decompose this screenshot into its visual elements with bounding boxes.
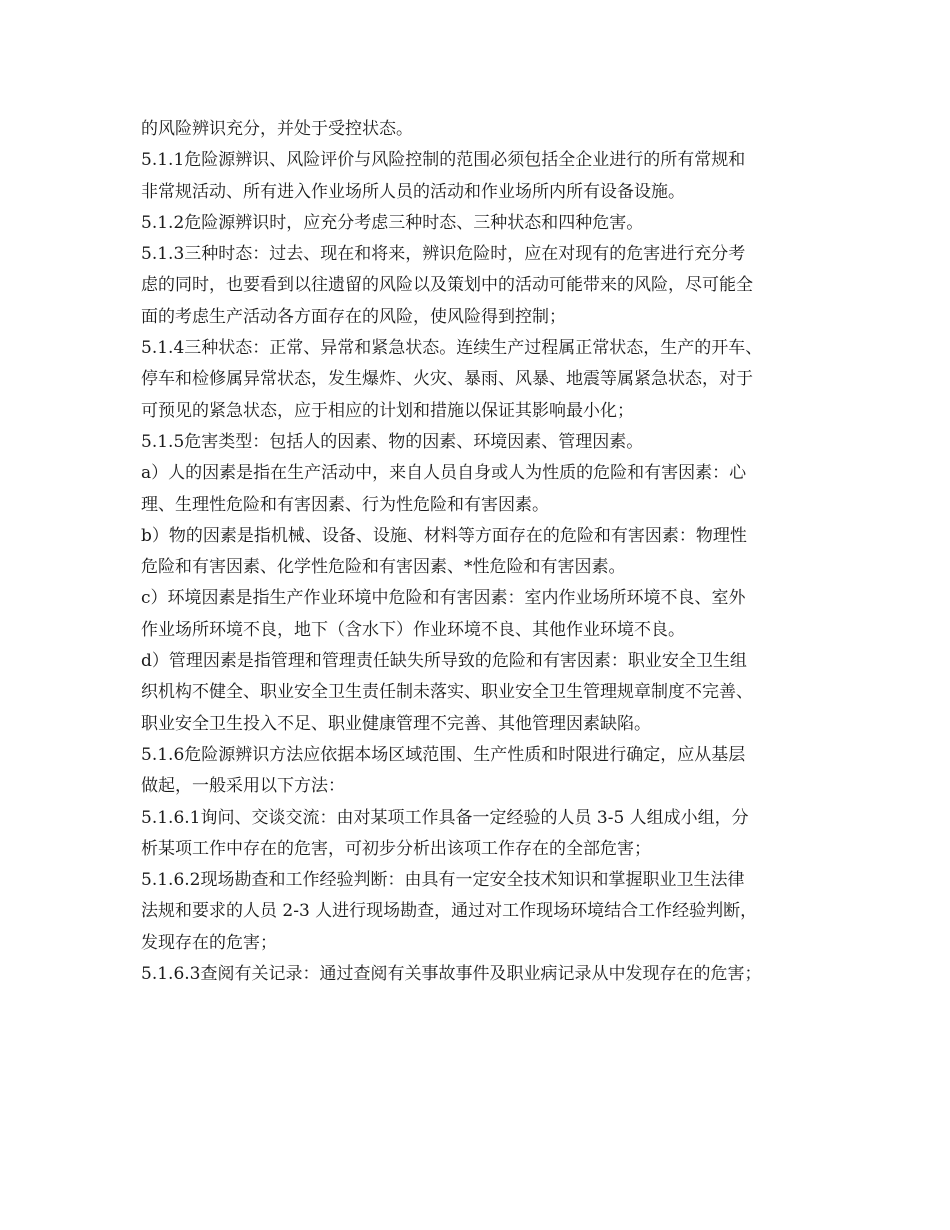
text-line: 面的考虑生产活动各方面存在的风险，使风险得到控制； <box>141 306 566 327</box>
text-line: 5.1.6.1询问、交谈交流：由对某项工作具备一定经验的人员 3-5 人组成小组，分 <box>141 807 749 828</box>
text-line: 做起，一般采用以下方法： <box>141 776 345 797</box>
text-line: 虑的同时，也要看到以往遗留的风险以及策划中的活动可能带来的风险，尽可能全 <box>141 275 753 296</box>
text-line: 5.1.1危险源辨识、风险评价与风险控制的范围必须包括全企业进行的所有常规和 <box>141 150 746 171</box>
text-line: 可预见的紧急状态，应于相应的计划和措施以保证其影响最小化； <box>141 400 634 421</box>
text-line: d）管理因素是指管理和管理责任缺失所导致的危险和有害因素：职业安全卫生组 <box>141 651 747 672</box>
text-line: 理、生理性危险和有害因素、行为性危险和有害因素。 <box>141 494 549 515</box>
text-line: 5.1.6.2现场勘查和工作经验判断：由具有一定安全技术知识和掌握职业卫生法律 <box>141 870 745 891</box>
text-line: 的风险辨识充分，并处于受控状态。 <box>141 119 413 139</box>
text-line: 危险和有害因素、化学性危险和有害因素、*性危险和有害因素。 <box>141 557 626 578</box>
document-body <box>141 114 821 990</box>
text-line: 5.1.3三种时态：过去、现在和将来，辨识危险时，应在对现有的危害进行充分考 <box>141 244 746 265</box>
text-line: 非常规活动、所有进入作业场所人员的活动和作业场所内所有设备设施。 <box>141 181 685 202</box>
text-line: 5.1.5危害类型：包括人的因素、物的因素、环境因素、管理因素。 <box>141 431 644 452</box>
text-line: 职业安全卫生投入不足、职业健康管理不完善、其他管理因素缺陷。 <box>141 713 651 734</box>
text-line: 5.1.4三种状态：正常、异常和紧急状态。连续生产过程属正常状态，生产的开车、 <box>141 338 763 359</box>
text-line: 5.1.2危险源辨识时，应充分考虑三种时态、三种状态和四种危害。 <box>141 212 644 233</box>
text-line: 织机构不健全、职业安全卫生责任制未落实、职业安全卫生管理规章制度不完善、 <box>141 682 753 703</box>
text-line: 法规和要求的人员 2-3 人进行现场勘查，通过对工作现场环境结合工作经验判断， <box>141 901 758 922</box>
text-line: c）环境因素是指生产作业环境中危险和有害因素：室内作业场所环境不良、室外 <box>141 588 746 609</box>
text-line: 作业场所环境不良，地下（含水下）作业环境不良、其他作业环境不良。 <box>141 619 685 640</box>
text-line: 停车和检修属异常状态，发生爆炸、火灾、暴雨、风暴、地震等属紧急状态，对于 <box>141 369 753 390</box>
text-line: 析某项工作中存在的危害，可初步分析出该项工作存在的全部危害； <box>141 838 651 859</box>
text-line: 发现存在的危害； <box>141 932 277 953</box>
text-line: 5.1.6.3查阅有关记录：通过查阅有关事故事件及职业病记录从中发现存在的危害； <box>141 964 762 985</box>
text-line: 5.1.6危险源辨识方法应依据本场区域范围、生产性质和时限进行确定，应从基层 <box>141 744 746 765</box>
text-line: a）人的因素是指在生产活动中，来自人员自身或人为性质的危险和有害因素：心 <box>141 463 747 484</box>
text-line: b）物的因素是指机械、设备、设施、材料等方面存在的危险和有害因素：物理性 <box>141 525 747 546</box>
